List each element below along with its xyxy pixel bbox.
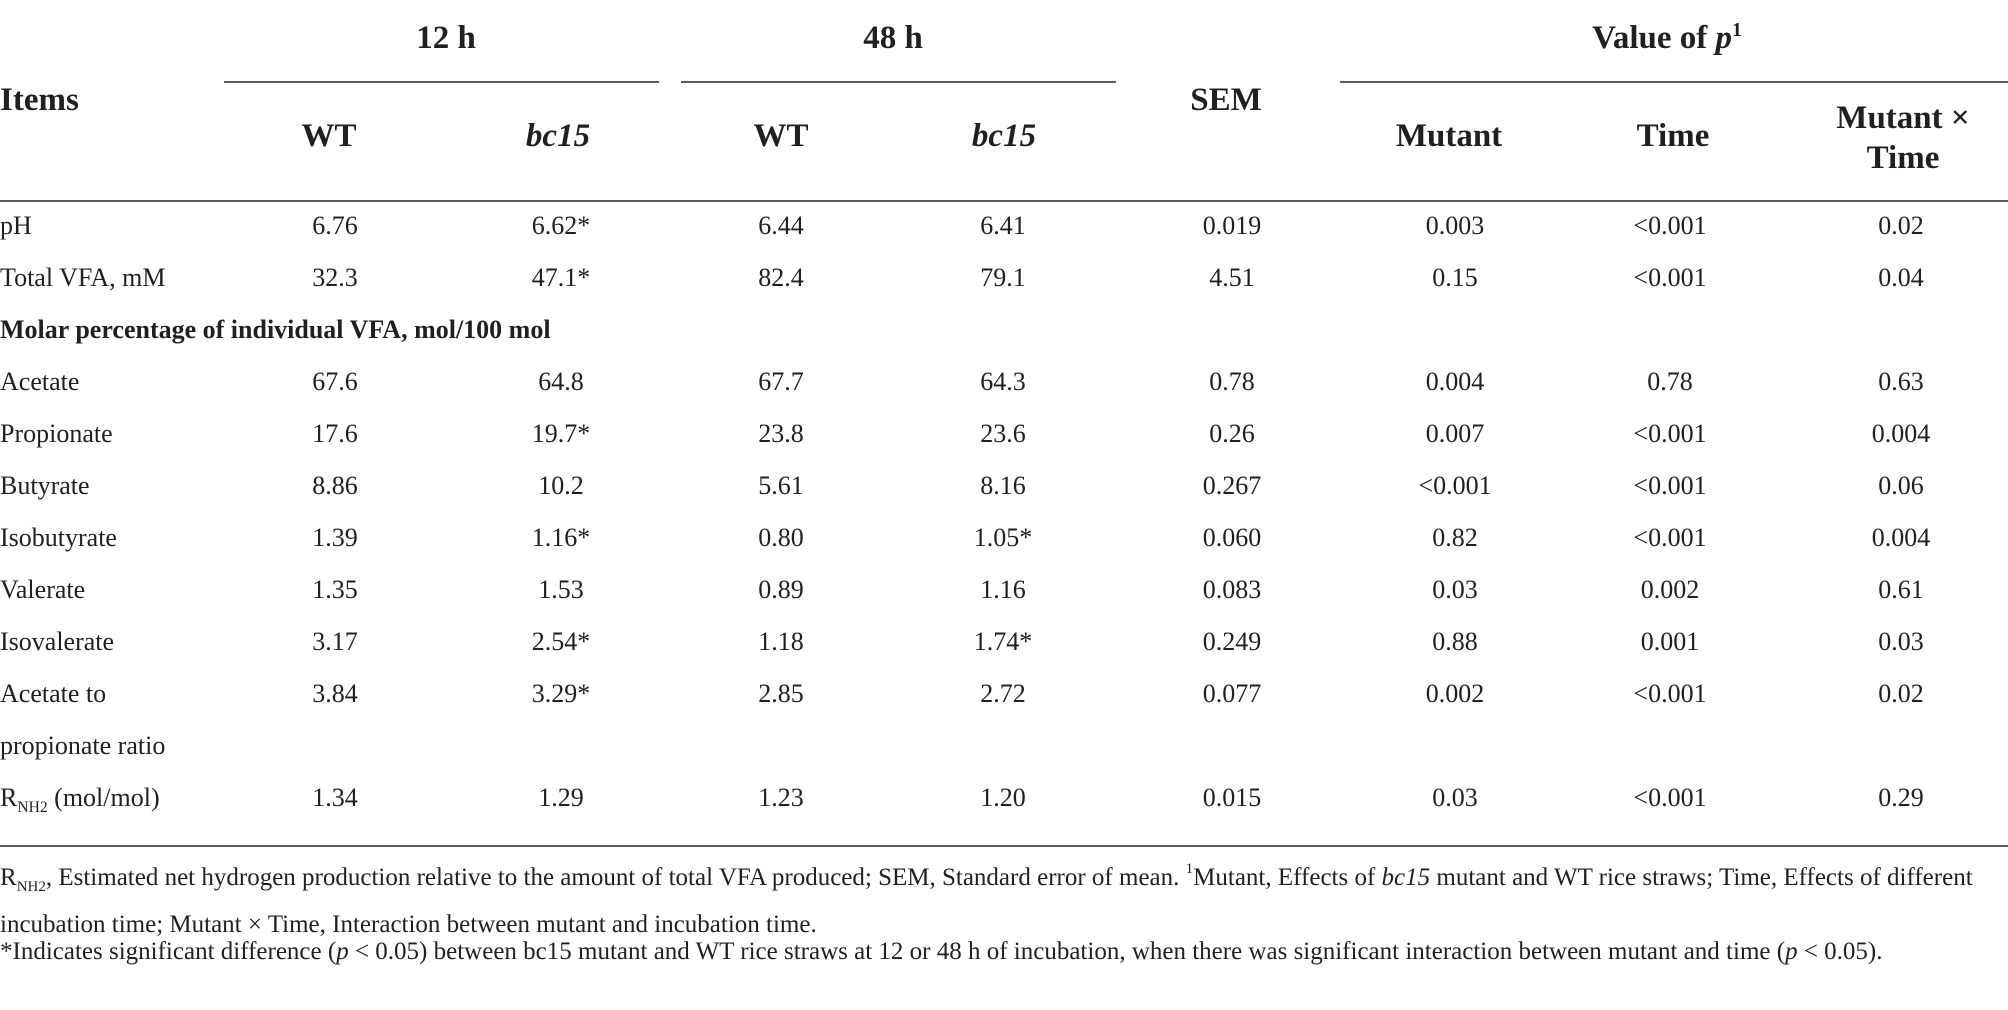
header-wt-48h: WT xyxy=(753,118,809,154)
cell-time: 0.78 xyxy=(1647,367,1693,396)
cell-mutant: 0.88 xyxy=(1432,627,1478,656)
cell-time: <0.001 xyxy=(1633,471,1707,500)
row-label: Isovalerate xyxy=(0,627,115,656)
cell-mutant: 0.03 xyxy=(1432,575,1478,604)
row-label-line2: propionate ratio xyxy=(0,731,166,760)
cell-wt48: 5.61 xyxy=(758,471,804,500)
rnh2-rest: (mol/mol) xyxy=(47,783,160,812)
cell-bc48: 1.05* xyxy=(973,523,1033,552)
rnh2-sub: NH2 xyxy=(17,799,48,816)
header-pvalue xyxy=(1592,20,1742,57)
fn-text-b: Mutant, Effects of xyxy=(1193,864,1382,891)
cell-wt12: 32.3 xyxy=(312,263,358,292)
cell-time: <0.001 xyxy=(1633,523,1707,552)
rule-header-bottom xyxy=(0,200,2008,202)
row-label: Propionate xyxy=(0,419,113,448)
header-bc15-48h xyxy=(972,118,1036,155)
cell-wt12: 17.6 xyxy=(312,419,358,448)
cell-mutant: 0.002 xyxy=(1425,679,1485,708)
cell-bc12: 47.1* xyxy=(531,263,591,292)
cell-sem: 0.077 xyxy=(1202,679,1262,708)
cell-bc48: 1.74* xyxy=(973,627,1033,656)
cell-bc12: 1.29 xyxy=(538,783,584,812)
fn2-p1: p xyxy=(336,938,349,965)
cell-time: <0.001 xyxy=(1633,419,1707,448)
row-label: Acetate to xyxy=(0,679,107,708)
cell-mxt: 0.03 xyxy=(1878,627,1924,656)
cell-wt12: 8.86 xyxy=(312,471,358,500)
row-label-rnh2 xyxy=(0,783,160,817)
cell-mutant: 0.007 xyxy=(1425,419,1485,448)
cell-mutant: 0.82 xyxy=(1432,523,1478,552)
cell-mxt: 0.02 xyxy=(1878,211,1924,240)
cell-mxt: 0.63 xyxy=(1878,367,1924,396)
cell-sem: 0.019 xyxy=(1202,211,1262,240)
cell-mxt: 0.61 xyxy=(1878,575,1924,604)
cell-mutant: 0.15 xyxy=(1432,263,1478,292)
footnote-abbreviations xyxy=(0,859,2000,943)
cell-sem: 0.249 xyxy=(1202,627,1262,656)
cell-bc48: 2.72 xyxy=(980,679,1026,708)
header-bc15-12h xyxy=(526,118,590,155)
cell-mutant: <0.001 xyxy=(1418,471,1492,500)
header-wt-12h: WT xyxy=(301,118,357,154)
fn-sup: 1 xyxy=(1185,861,1194,877)
cell-bc12: 1.16* xyxy=(531,523,591,552)
fn2-p2: p xyxy=(1785,938,1798,965)
row-label: Isobutyrate xyxy=(0,523,117,552)
header-sem: SEM xyxy=(1190,82,1262,118)
section-heading: Molar percentage of individual VFA, mol/100 mol xyxy=(0,315,551,344)
header-mxt-line2: Time xyxy=(1866,140,1940,176)
cell-time: <0.001 xyxy=(1633,211,1707,240)
cell-mutant: 0.004 xyxy=(1425,367,1485,396)
header-group-48h: 48 h xyxy=(863,20,923,56)
cell-wt12: 1.34 xyxy=(312,783,358,812)
cell-bc48: 23.6 xyxy=(980,419,1026,448)
cell-wt12: 6.76 xyxy=(312,211,358,240)
header-group-12h: 12 h xyxy=(416,20,476,56)
cell-time: <0.001 xyxy=(1633,263,1707,292)
cell-sem: 0.015 xyxy=(1202,783,1262,812)
cell-mutant: 0.03 xyxy=(1432,783,1478,812)
cell-sem: 0.083 xyxy=(1202,575,1262,604)
cell-wt12: 67.6 xyxy=(312,367,358,396)
cell-wt48: 23.8 xyxy=(758,419,804,448)
fn-italic: bc15 xyxy=(1381,864,1431,891)
header-mxt-line1: Mutant × xyxy=(1836,100,1970,136)
fn-text-a: , Estimated net hydrogen production relative to the amount of total VFA produced; SEM, Standard error of mean. xyxy=(45,864,1186,891)
header-pvalue-prefix: Value of xyxy=(1592,20,1716,56)
cell-sem: 0.060 xyxy=(1202,523,1262,552)
cell-bc12: 3.29* xyxy=(531,679,591,708)
header-items: Items xyxy=(0,82,79,118)
cell-time: <0.001 xyxy=(1633,679,1707,708)
cell-bc48: 79.1 xyxy=(980,263,1026,292)
cell-wt12: 1.39 xyxy=(312,523,358,552)
row-label: Valerate xyxy=(0,575,86,604)
rule-pvalue xyxy=(1340,81,2008,83)
cell-mxt: 0.06 xyxy=(1878,471,1924,500)
cell-mxt: 0.02 xyxy=(1878,679,1924,708)
rule-table-bottom xyxy=(0,845,2008,847)
fn2-text-c: < 0.05). xyxy=(1797,938,1883,965)
header-mutant: Mutant xyxy=(1395,118,1503,154)
cell-wt48: 82.4 xyxy=(758,263,804,292)
cell-bc12: 64.8 xyxy=(538,367,584,396)
cell-mxt: 0.004 xyxy=(1871,523,1931,552)
cell-mxt: 0.04 xyxy=(1878,263,1924,292)
cell-wt48: 0.89 xyxy=(758,575,804,604)
cell-mutant: 0.003 xyxy=(1425,211,1485,240)
fn-r-sub: NH2 xyxy=(16,879,46,895)
row-label: Butyrate xyxy=(0,471,90,500)
rule-48h xyxy=(681,81,1116,83)
header-bc15-48h-text: bc15 xyxy=(971,118,1037,154)
cell-wt48: 6.44 xyxy=(758,211,804,240)
header-mutant-x-time xyxy=(1836,98,1969,178)
cell-bc12: 19.7* xyxy=(531,419,591,448)
cell-bc48: 8.16 xyxy=(980,471,1026,500)
cell-mxt: 0.29 xyxy=(1878,783,1924,812)
fn-text-c: mutant and WT rice straws; Time, Effects of different incubation time; Mutant × Time, Interaction between mutant and incubation time. xyxy=(0,864,1973,938)
rule-12h xyxy=(224,81,659,83)
cell-bc48: 1.16 xyxy=(980,575,1026,604)
cell-mxt: 0.004 xyxy=(1871,419,1931,448)
cell-bc12: 2.54* xyxy=(531,627,591,656)
cell-wt48: 1.23 xyxy=(758,783,804,812)
cell-bc48: 6.41 xyxy=(980,211,1026,240)
fn-r: R xyxy=(0,864,17,891)
cell-wt12: 3.84 xyxy=(312,679,358,708)
cell-sem: 0.26 xyxy=(1209,419,1255,448)
fn2-text-b: < 0.05) between bc15 mutant and WT rice straws at 12 or 48 h of incubation, when there was significant interaction between mutant and time ( xyxy=(348,938,1786,965)
cell-sem: 4.51 xyxy=(1209,263,1255,292)
cell-wt12: 1.35 xyxy=(312,575,358,604)
header-pvalue-sup: 1 xyxy=(1732,19,1742,41)
cell-time: <0.001 xyxy=(1633,783,1707,812)
cell-wt48: 1.18 xyxy=(758,627,804,656)
cell-bc12: 6.62* xyxy=(531,211,591,240)
header-pvalue-var: p xyxy=(1715,20,1733,56)
cell-wt12: 3.17 xyxy=(312,627,358,656)
cell-bc12: 1.53 xyxy=(538,575,584,604)
cell-wt48: 0.80 xyxy=(758,523,804,552)
cell-time: 0.001 xyxy=(1640,627,1700,656)
header-time: Time xyxy=(1636,118,1710,154)
fn2-text-a: *Indicates significant difference ( xyxy=(0,938,337,965)
cell-bc48: 64.3 xyxy=(980,367,1026,396)
cell-wt48: 67.7 xyxy=(758,367,804,396)
row-label: Acetate xyxy=(0,367,80,396)
rnh2-main: R xyxy=(0,783,18,812)
row-label: Total VFA, mM xyxy=(0,263,166,292)
cell-sem: 0.267 xyxy=(1202,471,1262,500)
cell-sem: 0.78 xyxy=(1209,367,1255,396)
row-label: pH xyxy=(0,211,32,240)
cell-bc12: 10.2 xyxy=(538,471,584,500)
header-bc15-12h-text: bc15 xyxy=(525,118,591,154)
cell-wt48: 2.85 xyxy=(758,679,804,708)
cell-time: 0.002 xyxy=(1640,575,1700,604)
footnote-significance xyxy=(0,933,2000,970)
cell-bc48: 1.20 xyxy=(980,783,1026,812)
